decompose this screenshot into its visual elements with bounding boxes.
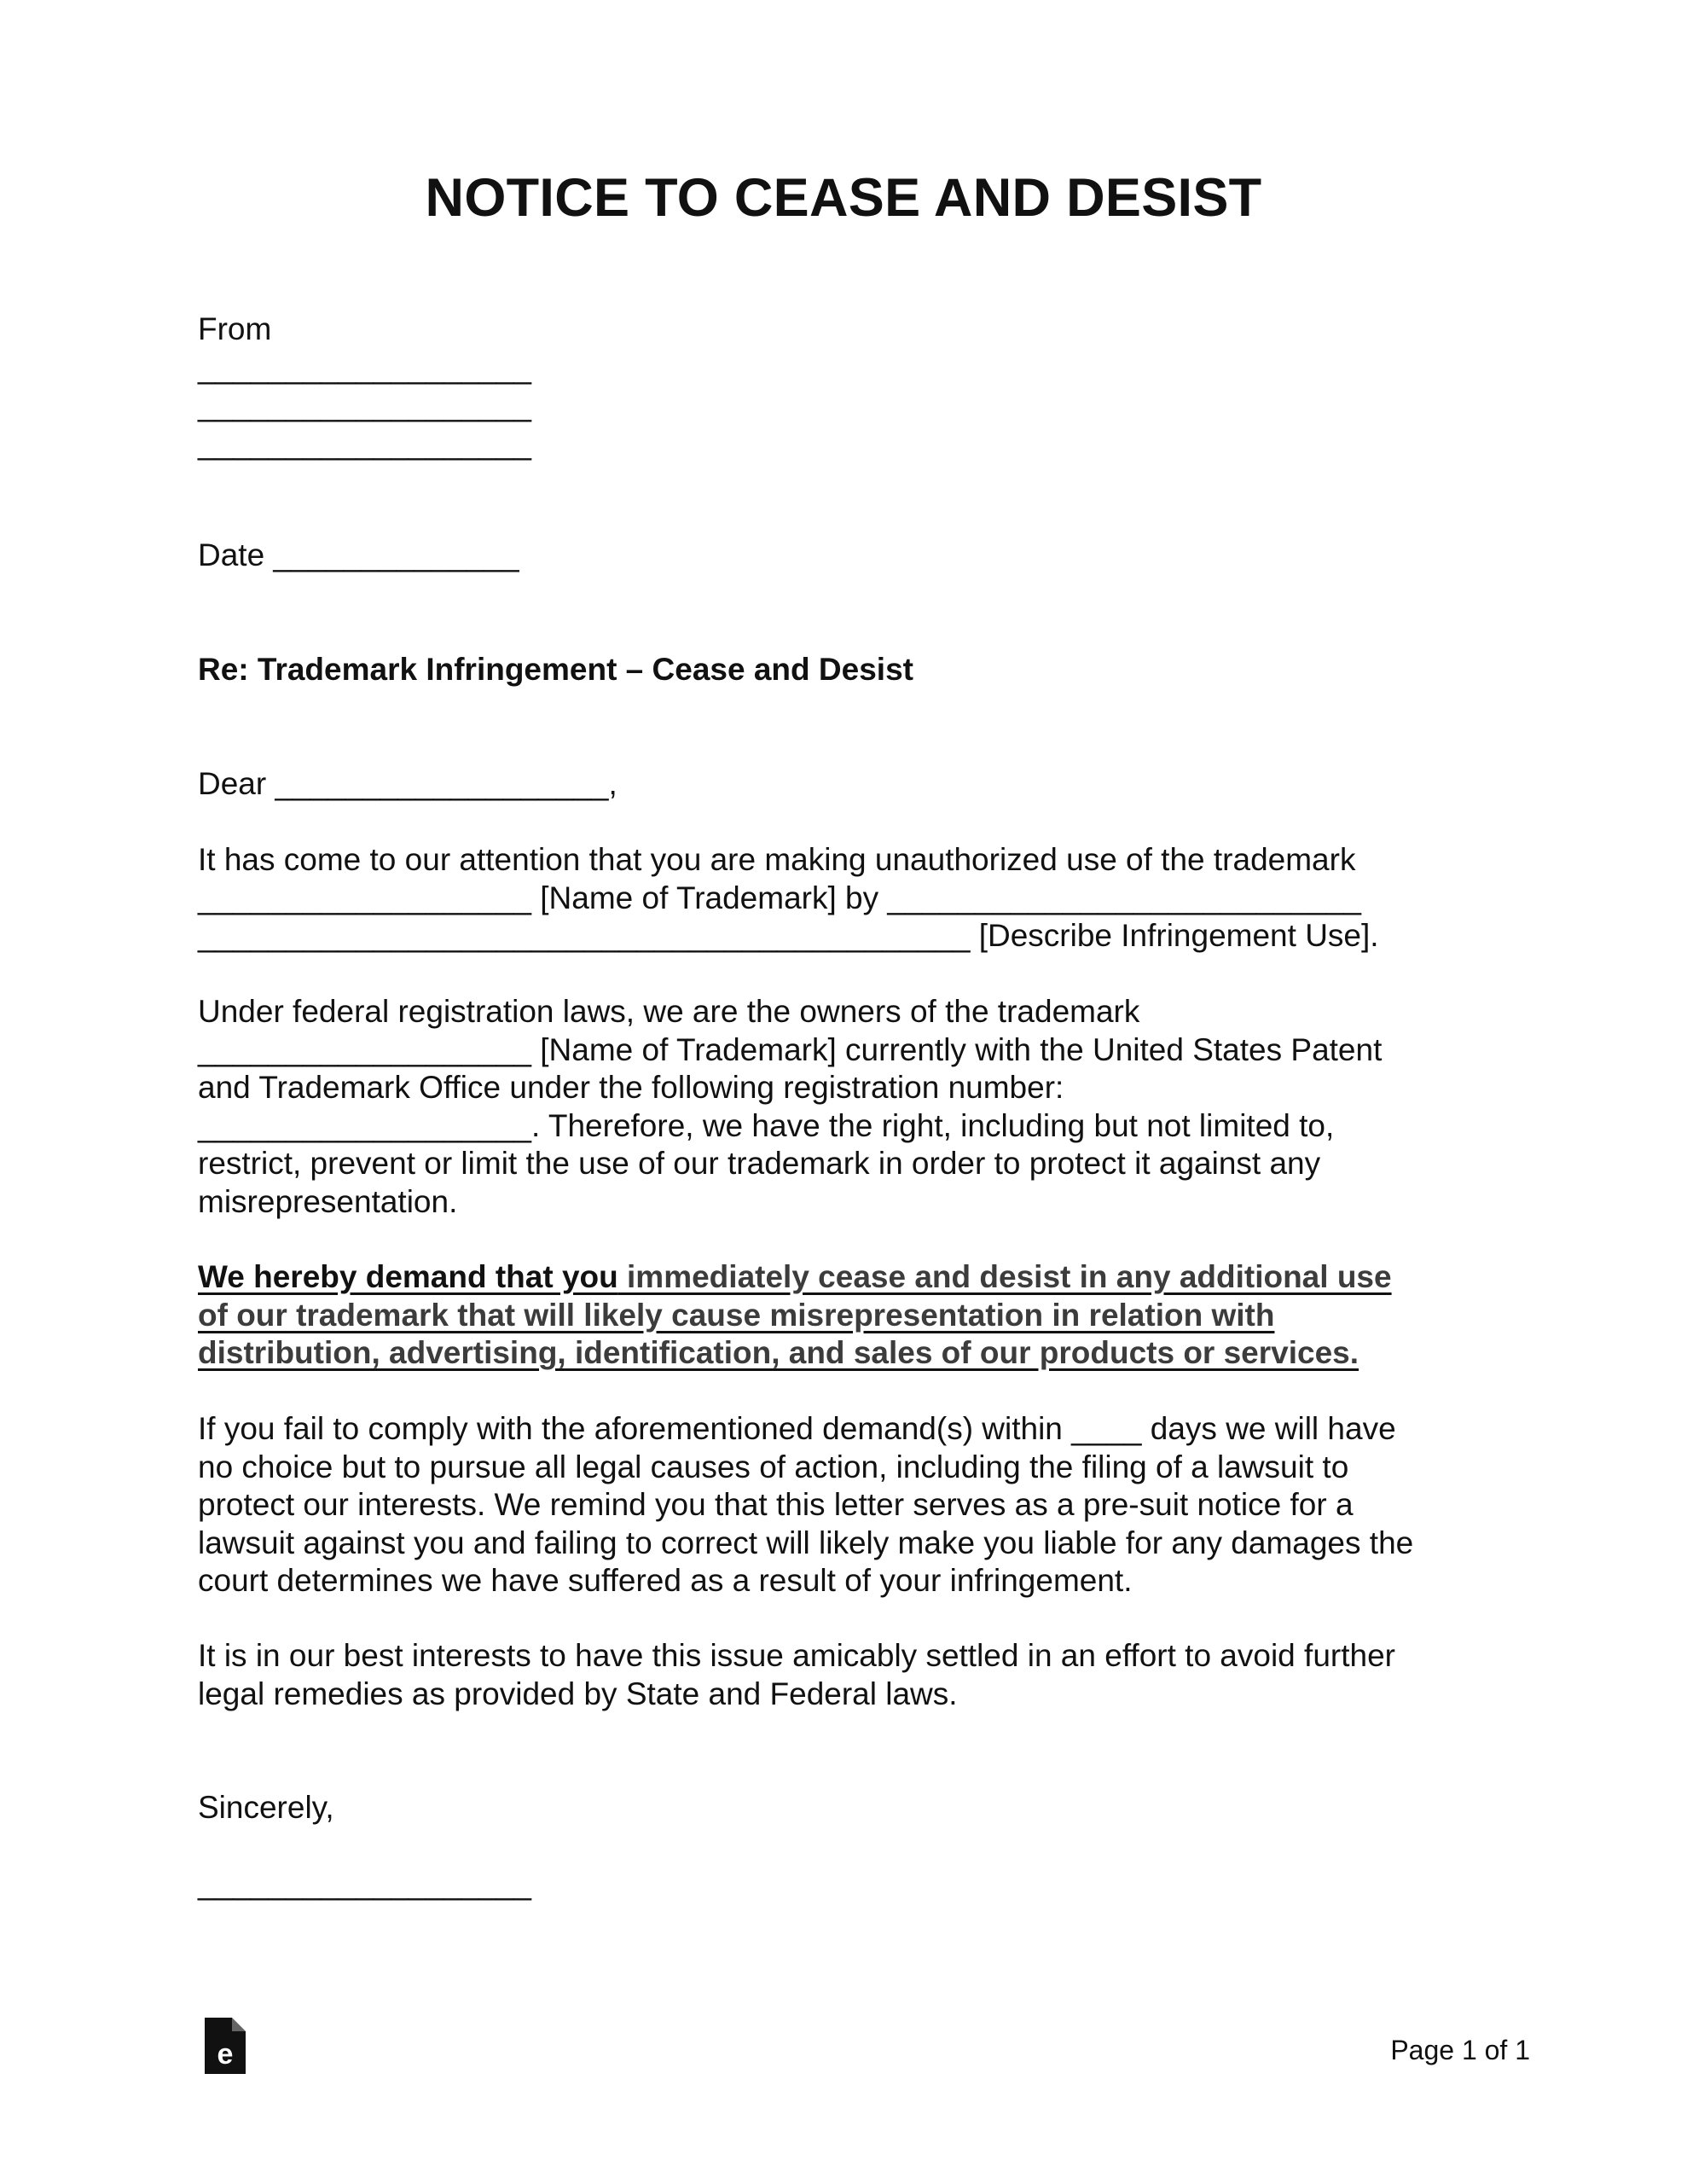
paragraph-1-line-2: ___________________ [Name of Trademark] by ___________________________	[198, 880, 1361, 915]
date-line: Date ______________	[198, 537, 519, 572]
paragraph-2-line-4: ___________________. Therefore, we have the right, including but not limited to,	[198, 1107, 1335, 1143]
paragraph-1	[198, 841, 1379, 956]
from-line-3: ___________________	[198, 425, 531, 461]
page-number: Page 1 of 1	[1390, 2035, 1530, 2065]
from-label: From	[198, 311, 272, 346]
demand-line-3: distribution, advertising, identification, and sales of our products or services.	[198, 1335, 1359, 1370]
from-line-1: ___________________	[198, 349, 531, 385]
paragraph-2	[198, 993, 1382, 1221]
paragraph-3-line-3: protect our interests. We remind you that this letter serves as a pre-suit notice for a	[198, 1487, 1354, 1522]
re-line: Re: Trademark Infringement – Cease and Desist	[198, 652, 913, 687]
paragraph-1-line-1: It has come to our attention that you are making unauthorized use of the trademark	[198, 842, 1356, 877]
paragraph-3-line-5: court determines we have suffered as a result of your infringement.	[198, 1563, 1133, 1598]
svg-text:e: e	[217, 2038, 234, 2071]
eforms-logo-icon	[205, 2018, 246, 2074]
salutation: Dear ___________________,	[198, 766, 617, 801]
paragraph-3	[198, 1410, 1413, 1600]
demand-paragraph	[198, 1258, 1392, 1373]
paragraph-3-line-1: If you fail to comply with the aforementioned demand(s) within ____ days we will have	[198, 1411, 1396, 1446]
demand-line-1	[198, 1258, 1392, 1297]
paragraph-2-line-2: ___________________ [Name of Trademark] currently with the United States Patent	[198, 1031, 1383, 1067]
paragraph-1-line-3: ____________________________________________ [Describe Infringement Use].	[198, 918, 1379, 953]
from-block	[198, 311, 531, 462]
paragraph-3-line-4: lawsuit against you and failing to correct will likely make you liable for any damages the	[198, 1525, 1414, 1560]
paragraph-4-line-2: legal remedies as provided by State and Federal laws.	[198, 1676, 958, 1711]
paragraph-2-line-1: Under federal registration laws, we are the owners of the trademark	[198, 994, 1140, 1029]
demand-line-2: of our trademark that will likely cause misrepresentation in relation with	[198, 1297, 1275, 1333]
paragraph-2-line-6: misrepresentation.	[198, 1183, 458, 1219]
demand-line-1-rest: immediately cease and desist in any additional use	[617, 1259, 1392, 1294]
paragraph-2-line-5: restrict, prevent or limit the use of our trademark in order to protect it against any	[198, 1146, 1321, 1181]
document-title: NOTICE TO CEASE AND DESIST	[425, 168, 1262, 228]
signature-line: ___________________	[198, 1866, 531, 1901]
paragraph-3-line-2: no choice but to pursue all legal causes of action, including the filing of a lawsuit to	[198, 1449, 1349, 1484]
paragraph-2-line-3: and Trademark Office under the following registration number:	[198, 1070, 1064, 1105]
paragraph-4	[198, 1637, 1395, 1713]
demand-lead: We hereby demand that you	[198, 1259, 618, 1294]
from-line-2: ___________________	[198, 387, 531, 422]
paragraph-4-line-1: It is in our best interests to have this issue amicably settled in an effort to avoid further	[198, 1638, 1395, 1673]
closing: Sincerely,	[198, 1790, 334, 1825]
